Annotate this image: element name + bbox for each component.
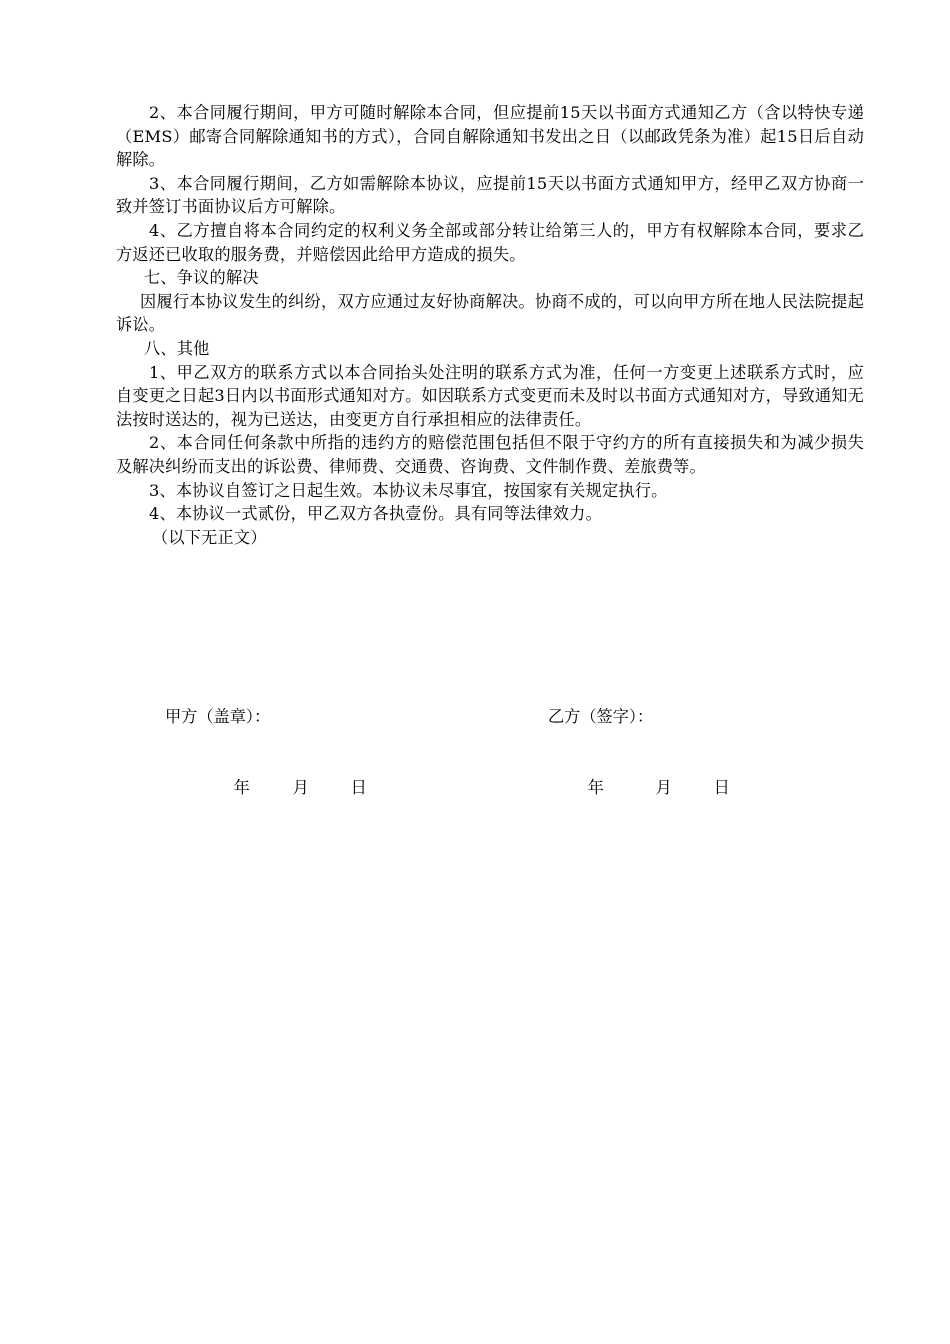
party-b-date-day: 日 xyxy=(713,778,730,797)
clause-unauthorized-transfer: 4、乙方擅自将本合同约定的权利义务全部或部分转让给第三人的，甲方有权解除本合同，要求乙方返还已收取的服务费，并赔偿因此给甲方造成的损失。 xyxy=(116,220,864,264)
clause-effective-date: 3、本协议自签订之日起生效。本协议未尽事宜，按国家有关规定执行。 xyxy=(149,480,668,500)
party-b-date-month: 月 xyxy=(655,778,672,797)
end-of-text-note: （以下无正文） xyxy=(152,527,267,547)
clause-termination-by-party-a: 2、本合同履行期间，甲方可随时解除本合同，但应提前15天以书面方式通知乙方（含以特快专递（EMS）邮寄合同解除通知书的方式），合同自解除通知书发出之日（以邮政凭条为准）起15日后自动解除。 xyxy=(116,103,864,170)
clause-dispute-resolution: 因履行本协议发生的纠纷，双方应通过友好协商解决。协商不成的，可以向甲方所在地人民法院提起诉讼。 xyxy=(116,291,864,335)
party-b-date-year: 年 xyxy=(587,778,604,797)
party-b-date xyxy=(567,753,730,822)
clause-copies: 4、本协议一式贰份，甲乙双方各执壹份。具有同等法律效力。 xyxy=(149,504,602,524)
clause-compensation-scope: 2、本合同任何条款中所指的违约方的赔偿范围包括但不限于守约方的所有直接损失和为减少损失及解决纠纷而支出的诉讼费、律师费、交通费、咨询费、文件制作费、差旅费等。 xyxy=(116,433,864,476)
contract-body xyxy=(116,101,864,549)
party-b-signature-label: 乙方（签字）： xyxy=(548,707,654,726)
section-heading-dispute-resolution: 七、争议的解决 xyxy=(144,268,259,288)
clause-contact-information: 1、甲乙双方的联系方式以本合同抬头处注明的联系方式为准，任何一方变更上述联系方式时，应自变更之日起3日内以书面形式通知对方。如因联系方式变更而未及时以书面方式通知对方，导致通知无法按时送达的，视为已送达，由变更方自行承担相应的法律责任。 xyxy=(116,362,864,429)
party-a-date-day: 日 xyxy=(350,778,367,797)
party-a-date-month: 月 xyxy=(292,778,309,797)
clause-termination-by-party-b: 3、本合同履行期间，乙方如需解除本协议，应提前15天以书面方式通知甲方，经甲乙双方协商一致并签订书面协议后方可解除。 xyxy=(116,173,864,217)
section-heading-other: 八、其他 xyxy=(144,338,210,358)
party-a-seal-label: 甲方（盖章）： xyxy=(165,707,271,726)
party-a-date-year: 年 xyxy=(233,778,250,797)
party-a-date xyxy=(213,753,367,822)
